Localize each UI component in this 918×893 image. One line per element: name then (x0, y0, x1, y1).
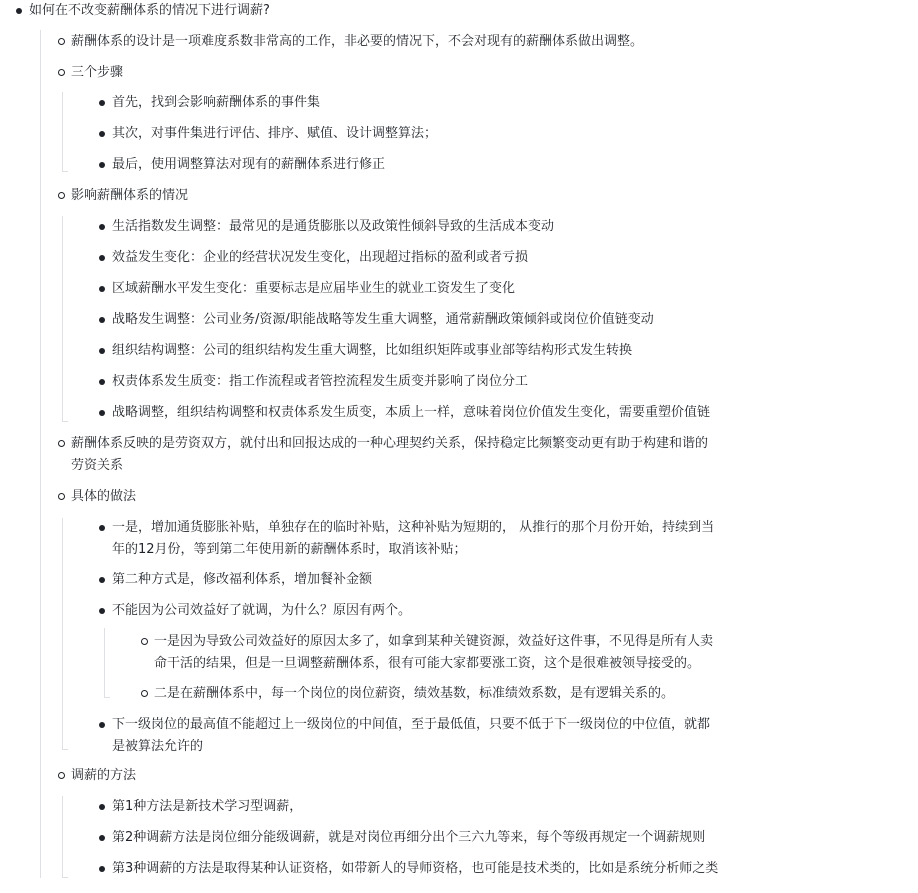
node-text: 战略发生调整：公司业务/资源/职能战略等发生重大调整，通常薪酬政策倾斜或岗位价值链变动 (112, 312, 654, 327)
node-text-line-1: 薪酬体系反映的是劳资双方，就付出和回报达成的一种心理契约关系，保持稳定比频繁变动更有助于构建和谐的 (71, 436, 709, 451)
node-text: 不能因为公司效益好了就调，为什么？原因有两个。 (112, 603, 412, 618)
bullet-ring-icon (58, 440, 65, 447)
outline-node-reason-2[interactable] (141, 683, 774, 705)
node-text-line-1: 一是因为导致公司效益好的原因太多了，如拿到某种关键资源，效益好这件事，不见得是所有人卖 (154, 634, 714, 649)
bullet-dot-icon (99, 722, 105, 728)
node-text-line-1: 一是，增加通货膨胀补贴，单独存在的临时补贴，这种补贴为短期的， 从推行的那个月份开始，持续到当 (112, 520, 715, 535)
node-text: 组织结构调整：公司的组织结构发生重大调整，比如组织矩阵或事业部等结构形式发生转换 (112, 343, 633, 358)
outline-node-impact-2[interactable] (99, 247, 782, 269)
node-text-line-1: 下一级岗位的最高值不能超过上一级岗位的中间值，至于最低值，只要不低于下一级岗位的中位值，就都 (112, 717, 711, 732)
outline-node-ways[interactable] (58, 765, 136, 787)
outline-node-step-2[interactable] (99, 123, 437, 145)
node-text: 二是在薪酬体系中，每一个岗位的岗位薪资，绩效基数，标准绩效系数，是有逻辑关系的。 (154, 686, 675, 701)
node-text: 战略调整，组织结构调整和权责体系发生质变，本质上一样，意味着岗位价值发生变化，需要重塑价值链 (112, 405, 711, 420)
outline-node-way-3[interactable] (99, 858, 774, 880)
node-text: 最后，使用调整算法对现有的薪酬体系进行修正 (112, 157, 386, 172)
outline-node-impact[interactable] (58, 185, 188, 207)
outline-node-method-3[interactable] (99, 600, 411, 622)
indent-guide-steps (62, 92, 63, 172)
outline-node-root[interactable] (18, 0, 270, 22)
node-text: 第2种调薪方法是岗位细分能级调薪，就是对岗位再细分出个三六九等来，每个等级再规定一个调薪规则 (112, 830, 706, 845)
outline-node-steps[interactable] (58, 62, 123, 84)
bullet-dot-icon (99, 525, 105, 531)
outline-node-step-1[interactable] (99, 92, 320, 114)
indent-guide-level1 (40, 30, 41, 878)
bullet-ring-icon (58, 192, 65, 199)
indent-guide-methods (62, 518, 63, 750)
outline-node-impact-3[interactable] (99, 278, 782, 300)
node-text: 三个步骤 (71, 65, 124, 80)
node-text: 第二种方式是，修改福利体系，增加餐补金额 (112, 572, 373, 587)
node-text-line-2: 年的12月份，等到第二年使用新的薪酬体系时，取消该补贴； (112, 542, 467, 557)
node-text: 如何在不改变薪酬体系的情况下进行调薪? (29, 3, 270, 18)
bullet-ring-icon (141, 690, 148, 697)
outline-node-method-2[interactable] (99, 569, 372, 591)
bullet-dot-icon (99, 224, 105, 230)
bullet-dot-icon (99, 286, 105, 292)
node-text: 其次，对事件集进行评估、排序、赋值、设计调整算法； (112, 126, 438, 141)
bullet-ring-icon (58, 38, 65, 45)
node-text: 调薪的方法 (71, 768, 137, 783)
outline-node-reason-1[interactable] (141, 631, 774, 675)
bullet-dot-icon (99, 131, 105, 137)
bullet-dot-icon (99, 866, 105, 872)
node-text: 区域薪酬水平发生变化：重要标志是应届毕业生的就业工资发生了变化 (112, 281, 516, 296)
bullet-ring-icon (58, 493, 65, 500)
outline-node-impact-1[interactable] (99, 216, 782, 238)
node-text-line-2: 劳资关系 (71, 458, 124, 473)
bullet-dot-icon (99, 379, 105, 385)
outline-node-impact-5[interactable] (99, 340, 782, 362)
node-text: 影响薪酬体系的情况 (71, 188, 189, 203)
bullet-ring-icon (58, 69, 65, 76)
node-text: 首先，找到会影响薪酬体系的事件集 (112, 95, 321, 110)
outline-node-way-1[interactable] (99, 796, 774, 818)
indent-guide-reasons (104, 628, 105, 698)
bullet-dot-icon (99, 577, 105, 583)
node-text: 第3种调薪的方法是取得某种认证资格，如带新人的导师资格，也可能是技术类的，比如是系统分析师之类 (112, 861, 719, 876)
node-text-line-2: 是被算法允许的 (112, 739, 204, 754)
outline-node-way-2[interactable] (99, 827, 774, 849)
bullet-dot-icon (99, 162, 105, 168)
bullet-dot-icon (99, 255, 105, 261)
node-text: 权责体系发生质变：指工作流程或者管控流程发生质变并影响了岗位分工 (112, 374, 529, 389)
node-text: 薪酬体系的设计是一项难度系数非常高的工作，非必要的情况下，不会对现有的薪酬体系做出调整。 (71, 34, 644, 49)
bullet-dot-icon (99, 608, 105, 614)
node-text: 效益发生变化：企业的经营状况发生变化，出现超过指标的盈利或者亏损 (112, 250, 529, 265)
node-text-line-2: 命干活的结果，但是一旦调整薪酬体系，很有可能大家都要涨工资，这个是很难被领导接受的。 (154, 656, 701, 671)
outline-node-step-3[interactable] (99, 154, 385, 176)
bullet-dot-icon (99, 804, 105, 810)
node-text: 生活指数发生调整：最常见的是通货膨胀以及政策性倾斜导致的生活成本变动 (112, 219, 555, 234)
bullet-ring-icon (58, 772, 65, 779)
bullet-dot-icon (99, 835, 105, 841)
bullet-dot-icon (99, 410, 105, 416)
bullet-dot-icon (99, 348, 105, 354)
node-text: 具体的做法 (71, 489, 137, 504)
bullet-dot-icon (16, 8, 22, 14)
outline-node-method-4[interactable] (99, 714, 774, 758)
outline-node-relation[interactable] (58, 433, 774, 477)
indent-guide-impacts (62, 216, 63, 422)
outline-node-intro[interactable] (58, 31, 643, 53)
bullet-dot-icon (99, 100, 105, 106)
outline-node-impact-7[interactable] (99, 402, 774, 424)
indent-guide-ways (62, 796, 63, 878)
outline-node-impact-6[interactable] (99, 371, 782, 393)
bullet-dot-icon (99, 317, 105, 323)
bullet-ring-icon (141, 638, 148, 645)
outline-node-impact-4[interactable] (99, 309, 782, 331)
outline-node-methods[interactable] (58, 486, 136, 508)
outline-node-method-1[interactable] (99, 517, 774, 561)
node-text: 第1种方法是新技术学习型调薪， (112, 799, 303, 814)
